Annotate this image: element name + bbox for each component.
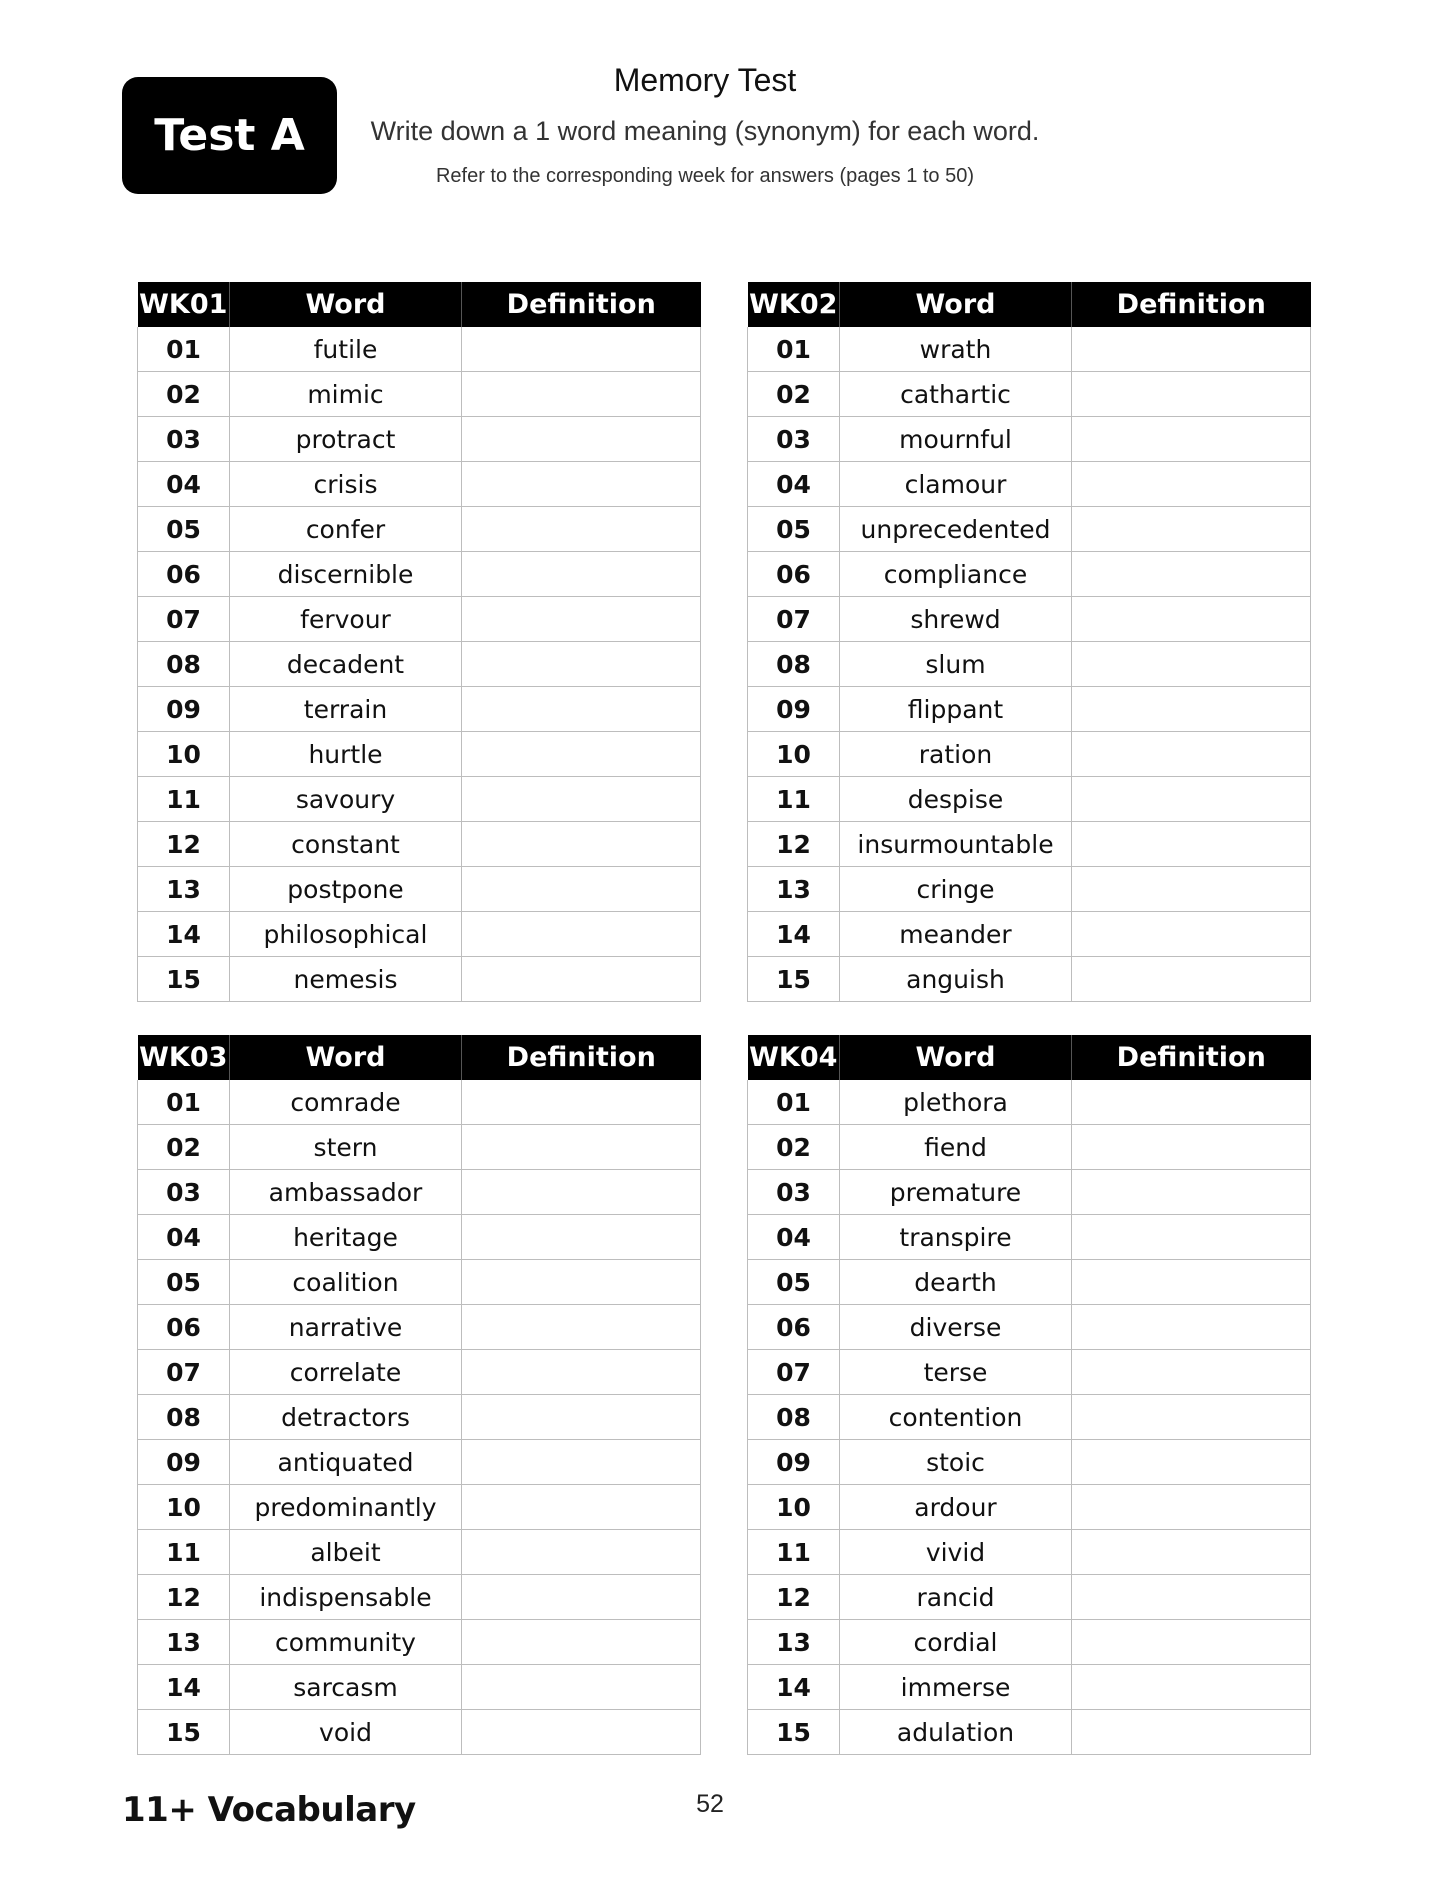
definition-cell[interactable]: [1072, 462, 1311, 507]
vocabulary-word: antiquated: [230, 1440, 462, 1485]
table-row: [748, 1215, 1311, 1260]
table-row: [138, 1440, 701, 1485]
table-row: [748, 1260, 1311, 1305]
vocabulary-word: discernible: [230, 552, 462, 597]
vocabulary-word: unprecedented: [840, 507, 1072, 552]
definition-cell[interactable]: [462, 1305, 701, 1350]
table-row: [138, 1305, 701, 1350]
word-header: Word: [230, 1035, 462, 1080]
definition-cell[interactable]: [1072, 1485, 1311, 1530]
vocabulary-word: compliance: [840, 552, 1072, 597]
table-row: [748, 822, 1311, 867]
item-number: 08: [748, 642, 840, 687]
definition-cell[interactable]: [462, 732, 701, 777]
test-badge: Test A: [122, 77, 337, 194]
table-row: [748, 507, 1311, 552]
vocabulary-word: comrade: [230, 1080, 462, 1125]
table-row: [748, 597, 1311, 642]
definition-cell[interactable]: [1072, 957, 1311, 1002]
table-row: [138, 777, 701, 822]
word-header: Word: [840, 1035, 1072, 1080]
vocabulary-word: diverse: [840, 1305, 1072, 1350]
definition-cell[interactable]: [1072, 1215, 1311, 1260]
vocabulary-word: narrative: [230, 1305, 462, 1350]
definition-cell[interactable]: [462, 822, 701, 867]
definition-cell[interactable]: [462, 1485, 701, 1530]
table-row: [138, 642, 701, 687]
item-number: 14: [748, 912, 840, 957]
item-number: 11: [138, 1530, 230, 1575]
definition-cell[interactable]: [1072, 1305, 1311, 1350]
table-row: [138, 1125, 701, 1170]
item-number: 09: [748, 687, 840, 732]
table-row: [138, 327, 701, 372]
table-row: [138, 1170, 701, 1215]
vocabulary-word: albeit: [230, 1530, 462, 1575]
item-number: 14: [748, 1665, 840, 1710]
definition-cell[interactable]: [1072, 1125, 1311, 1170]
table-row: [138, 1485, 701, 1530]
item-number: 15: [138, 957, 230, 1002]
item-number: 11: [748, 1530, 840, 1575]
item-number: 13: [138, 867, 230, 912]
definition-cell[interactable]: [462, 1575, 701, 1620]
week-header: WK03: [138, 1035, 230, 1080]
table-row: [138, 1260, 701, 1305]
vocabulary-word: detractors: [230, 1395, 462, 1440]
vocabulary-word: correlate: [230, 1350, 462, 1395]
vocabulary-word: philosophical: [230, 912, 462, 957]
table-row: [138, 1215, 701, 1260]
vocabulary-word: transpire: [840, 1215, 1072, 1260]
vocabulary-word: mimic: [230, 372, 462, 417]
item-number: 09: [138, 1440, 230, 1485]
table-row: [748, 1710, 1311, 1755]
definition-cell[interactable]: [1072, 1530, 1311, 1575]
vocabulary-word: nemesis: [230, 957, 462, 1002]
item-number: 04: [748, 1215, 840, 1260]
item-number: 03: [138, 1170, 230, 1215]
vocabulary-word: insurmountable: [840, 822, 1072, 867]
item-number: 06: [748, 1305, 840, 1350]
definition-cell[interactable]: [462, 507, 701, 552]
table-row: [748, 957, 1311, 1002]
table-row: [138, 417, 701, 462]
vocabulary-word: community: [230, 1620, 462, 1665]
table-row: [748, 1575, 1311, 1620]
definition-cell[interactable]: [1072, 1080, 1311, 1125]
page-number: 52: [696, 1790, 724, 1818]
definition-cell[interactable]: [1072, 1440, 1311, 1485]
vocabulary-word: heritage: [230, 1215, 462, 1260]
item-number: 08: [138, 1395, 230, 1440]
vocabulary-word: wrath: [840, 327, 1072, 372]
item-number: 07: [138, 1350, 230, 1395]
table-row: [138, 912, 701, 957]
item-number: 05: [748, 1260, 840, 1305]
item-number: 04: [748, 462, 840, 507]
definition-cell[interactable]: [462, 1620, 701, 1665]
vocabulary-word: constant: [230, 822, 462, 867]
vocabulary-word: fervour: [230, 597, 462, 642]
item-number: 10: [748, 1485, 840, 1530]
table-row: [748, 1665, 1311, 1710]
definition-cell[interactable]: [1072, 777, 1311, 822]
definition-cell[interactable]: [1072, 867, 1311, 912]
vocabulary-word: ambassador: [230, 1170, 462, 1215]
table-row: [138, 957, 701, 1002]
vocabulary-word: slum: [840, 642, 1072, 687]
definition-cell[interactable]: [1072, 1395, 1311, 1440]
definition-cell[interactable]: [1072, 642, 1311, 687]
item-number: 06: [748, 552, 840, 597]
vocabulary-word: void: [230, 1710, 462, 1755]
item-number: 14: [138, 1665, 230, 1710]
table-row: [138, 1395, 701, 1440]
definition-cell[interactable]: [462, 1350, 701, 1395]
definition-cell[interactable]: [462, 957, 701, 1002]
item-number: 01: [748, 1080, 840, 1125]
week-header: WK02: [748, 282, 840, 327]
week-header: WK04: [748, 1035, 840, 1080]
table-row: [748, 687, 1311, 732]
item-number: 11: [748, 777, 840, 822]
definition-cell[interactable]: [1072, 1665, 1311, 1710]
item-number: 10: [138, 1485, 230, 1530]
item-number: 01: [138, 327, 230, 372]
definition-cell[interactable]: [1072, 327, 1311, 372]
vocabulary-word: sarcasm: [230, 1665, 462, 1710]
item-number: 12: [748, 1575, 840, 1620]
table-row: [138, 1080, 701, 1125]
table-row: [748, 1170, 1311, 1215]
definition-cell[interactable]: [462, 867, 701, 912]
table-row: [748, 867, 1311, 912]
table-row: [748, 732, 1311, 777]
table-header-row: [138, 282, 701, 327]
instructions: Write down a 1 word meaning (synonym) for each word.: [370, 116, 1040, 146]
vocabulary-word: cordial: [840, 1620, 1072, 1665]
vocabulary-word: stern: [230, 1125, 462, 1170]
vocabulary-word: terrain: [230, 687, 462, 732]
vocabulary-word: premature: [840, 1170, 1072, 1215]
word-header: Word: [230, 282, 462, 327]
definition-cell[interactable]: [462, 1665, 701, 1710]
item-number: 08: [748, 1395, 840, 1440]
definition-cell[interactable]: [462, 1710, 701, 1755]
definition-cell[interactable]: [462, 1170, 701, 1215]
item-number: 12: [138, 1575, 230, 1620]
item-number: 15: [138, 1710, 230, 1755]
week-table-wk03: [137, 1035, 701, 1755]
item-number: 07: [748, 597, 840, 642]
definition-cell[interactable]: [462, 1260, 701, 1305]
table-row: [138, 687, 701, 732]
item-number: 14: [138, 912, 230, 957]
week-table-wk04: [747, 1035, 1311, 1755]
definition-cell[interactable]: [462, 1395, 701, 1440]
item-number: 15: [748, 1710, 840, 1755]
item-number: 08: [138, 642, 230, 687]
item-number: 05: [138, 507, 230, 552]
table-row: [138, 732, 701, 777]
definition-cell[interactable]: [462, 1530, 701, 1575]
definition-cell[interactable]: [462, 1440, 701, 1485]
definition-cell[interactable]: [1072, 507, 1311, 552]
item-number: 02: [138, 1125, 230, 1170]
table-row: [748, 552, 1311, 597]
table-row: [138, 597, 701, 642]
item-number: 10: [138, 732, 230, 777]
table-row: [748, 462, 1311, 507]
table-row: [748, 1440, 1311, 1485]
table-row: [748, 642, 1311, 687]
definition-cell[interactable]: [462, 777, 701, 822]
definition-cell[interactable]: [462, 597, 701, 642]
vocabulary-word: despise: [840, 777, 1072, 822]
table-header-row: [748, 1035, 1311, 1080]
item-number: 05: [748, 507, 840, 552]
vocabulary-word: cringe: [840, 867, 1072, 912]
vocabulary-word: contention: [840, 1395, 1072, 1440]
item-number: 12: [748, 822, 840, 867]
item-number: 06: [138, 1305, 230, 1350]
word-header: Word: [840, 282, 1072, 327]
vocabulary-word: vivid: [840, 1530, 1072, 1575]
vocabulary-word: indispensable: [230, 1575, 462, 1620]
item-number: 15: [748, 957, 840, 1002]
vocabulary-word: flippant: [840, 687, 1072, 732]
table-row: [748, 777, 1311, 822]
definition-cell[interactable]: [1072, 1170, 1311, 1215]
vocabulary-word: postpone: [230, 867, 462, 912]
vocabulary-word: anguish: [840, 957, 1072, 1002]
definition-cell[interactable]: [1072, 1350, 1311, 1395]
definition-cell[interactable]: [1072, 1260, 1311, 1305]
week-header: WK01: [138, 282, 230, 327]
definition-header: Definition: [462, 282, 701, 327]
item-number: 12: [138, 822, 230, 867]
definition-cell[interactable]: [462, 642, 701, 687]
table-row: [748, 417, 1311, 462]
table-row: [748, 1305, 1311, 1350]
item-number: 07: [748, 1350, 840, 1395]
vocabulary-word: clamour: [840, 462, 1072, 507]
definition-cell[interactable]: [1072, 1575, 1311, 1620]
definition-cell[interactable]: [462, 912, 701, 957]
footer-brand: 11+ Vocabulary: [122, 1790, 416, 1830]
week-table-wk01: [137, 282, 701, 1002]
vocabulary-word: confer: [230, 507, 462, 552]
vocabulary-word: stoic: [840, 1440, 1072, 1485]
item-number: 11: [138, 777, 230, 822]
definition-cell[interactable]: [462, 552, 701, 597]
table-row: [748, 1530, 1311, 1575]
table-row: [138, 462, 701, 507]
table-row: [138, 1350, 701, 1395]
definition-cell[interactable]: [462, 1215, 701, 1260]
table-row: [138, 1575, 701, 1620]
vocabulary-word: ardour: [840, 1485, 1072, 1530]
definition-cell[interactable]: [1072, 912, 1311, 957]
definition-cell[interactable]: [462, 417, 701, 462]
week-table-wk02: [747, 282, 1311, 1002]
vocabulary-word: shrewd: [840, 597, 1072, 642]
vocabulary-word: protract: [230, 417, 462, 462]
definition-cell[interactable]: [1072, 552, 1311, 597]
item-number: 04: [138, 1215, 230, 1260]
vocabulary-word: decadent: [230, 642, 462, 687]
definition-cell[interactable]: [462, 462, 701, 507]
vocabulary-word: plethora: [840, 1080, 1072, 1125]
item-number: 01: [138, 1080, 230, 1125]
item-number: 04: [138, 462, 230, 507]
vocabulary-word: mournful: [840, 417, 1072, 462]
table-row: [748, 1395, 1311, 1440]
item-number: 01: [748, 327, 840, 372]
item-number: 07: [138, 597, 230, 642]
vocabulary-word: dearth: [840, 1260, 1072, 1305]
table-row: [138, 1530, 701, 1575]
definition-cell[interactable]: [462, 372, 701, 417]
definition-header: Definition: [462, 1035, 701, 1080]
item-number: 09: [138, 687, 230, 732]
vocabulary-word: predominantly: [230, 1485, 462, 1530]
table-header-row: [748, 282, 1311, 327]
vocabulary-word: savoury: [230, 777, 462, 822]
vocabulary-word: crisis: [230, 462, 462, 507]
item-number: 03: [138, 417, 230, 462]
vocabulary-word: ration: [840, 732, 1072, 777]
item-number: 13: [748, 867, 840, 912]
item-number: 10: [748, 732, 840, 777]
table-header-row: [138, 1035, 701, 1080]
reference-note: Refer to the corresponding week for answers (pages 1 to 50): [435, 165, 975, 187]
definition-cell[interactable]: [1072, 372, 1311, 417]
definition-cell[interactable]: [462, 687, 701, 732]
table-row: [138, 1710, 701, 1755]
item-number: 09: [748, 1440, 840, 1485]
definition-cell[interactable]: [462, 327, 701, 372]
definition-cell[interactable]: [1072, 417, 1311, 462]
table-row: [748, 1125, 1311, 1170]
vocabulary-word: coalition: [230, 1260, 462, 1305]
table-row: [748, 372, 1311, 417]
definition-cell[interactable]: [462, 1125, 701, 1170]
table-row: [138, 1620, 701, 1665]
vocabulary-word: meander: [840, 912, 1072, 957]
vocabulary-word: cathartic: [840, 372, 1072, 417]
table-row: [748, 1620, 1311, 1665]
vocabulary-word: hurtle: [230, 732, 462, 777]
vocabulary-word: immerse: [840, 1665, 1072, 1710]
definition-cell[interactable]: [1072, 732, 1311, 777]
item-number: 02: [748, 372, 840, 417]
vocabulary-word: terse: [840, 1350, 1072, 1395]
table-row: [138, 552, 701, 597]
table-row: [138, 822, 701, 867]
item-number: 06: [138, 552, 230, 597]
definition-header: Definition: [1072, 1035, 1311, 1080]
table-row: [138, 372, 701, 417]
vocabulary-word: futile: [230, 327, 462, 372]
table-row: [748, 1485, 1311, 1530]
table-row: [748, 327, 1311, 372]
table-row: [748, 1080, 1311, 1125]
definition-cell[interactable]: [1072, 687, 1311, 732]
vocabulary-word: fiend: [840, 1125, 1072, 1170]
item-number: 13: [748, 1620, 840, 1665]
table-row: [748, 912, 1311, 957]
item-number: 13: [138, 1620, 230, 1665]
item-number: 03: [748, 417, 840, 462]
item-number: 05: [138, 1260, 230, 1305]
table-row: [138, 867, 701, 912]
definition-cell[interactable]: [1072, 1620, 1311, 1665]
vocabulary-word: adulation: [840, 1710, 1072, 1755]
item-number: 02: [748, 1125, 840, 1170]
definition-cell[interactable]: [462, 1080, 701, 1125]
vocabulary-word: rancid: [840, 1575, 1072, 1620]
definition-cell[interactable]: [1072, 1710, 1311, 1755]
table-row: [138, 507, 701, 552]
item-number: 03: [748, 1170, 840, 1215]
item-number: 02: [138, 372, 230, 417]
page-title: Memory Test: [613, 62, 797, 98]
definition-header: Definition: [1072, 282, 1311, 327]
definition-cell[interactable]: [1072, 597, 1311, 642]
table-row: [748, 1350, 1311, 1395]
table-row: [138, 1665, 701, 1710]
definition-cell[interactable]: [1072, 822, 1311, 867]
